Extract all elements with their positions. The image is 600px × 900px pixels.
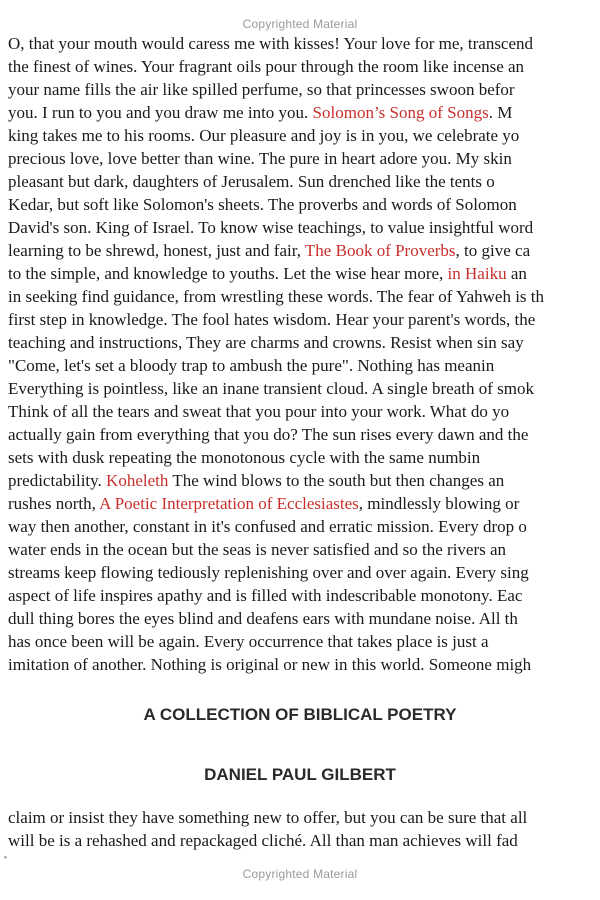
poem-line — [8, 607, 600, 630]
poem-text: . M — [488, 103, 513, 122]
poem-text: in seeking find guidance, from wrestling these words. The fear of Yahweh is th — [8, 287, 545, 306]
poem-text: will be is a rehashed and repackaged cliché. All than man achieves will fad — [8, 831, 518, 850]
poem-text-lower — [8, 806, 600, 852]
poem-line — [8, 377, 600, 400]
copyright-watermark-bottom: Copyrighted Material — [242, 867, 358, 881]
poem-text: David's son. King of Israel. To know wise teachings, to value insightful word — [8, 218, 534, 237]
poem-text: to the simple, and knowledge to youths. Let the wise hear more, — [8, 264, 448, 283]
poem-text: teaching and instructions, They are charms and crowns. Resist when sin say — [8, 333, 524, 352]
poem-text: predictability. — [8, 471, 107, 490]
poem-text: Kedar, but soft like Solomon's sheets. The proverbs and words of Solomon — [8, 195, 517, 214]
poem-text: your name fills the air like spilled perfume, so that princesses swoon befor — [8, 80, 515, 99]
poem-text: "Come, let's set a bloody trap to ambush the pure". Nothing has meanin — [8, 356, 495, 375]
poem-text: claim or insist they have something new to offer, but you can be sure that all — [8, 808, 528, 827]
poem-text: actually gain from everything that you do? The sun rises every dawn and the — [8, 425, 529, 444]
poem-text: streams keep flowing tediously replenishing over and over again. Every sing — [8, 563, 529, 582]
poem-text: water ends in the ocean but the seas is never satisfied and so the rivers an — [8, 540, 507, 559]
poem-line — [8, 515, 600, 538]
highlighted-book-title: Koheleth — [106, 471, 169, 490]
poem-line — [8, 561, 600, 584]
poem-line — [8, 262, 600, 285]
poem-line — [8, 239, 600, 262]
poem-line — [8, 308, 600, 331]
poem-line — [8, 32, 600, 55]
poem-line — [8, 469, 600, 492]
poem-text: dull thing bores the eyes blind and deafens ears with mundane noise. All th — [8, 609, 518, 628]
poem-text: sets with dusk repeating the monotonous cycle with the same numbin — [8, 448, 481, 467]
poem-line — [8, 423, 600, 446]
poem-text: imitation of another. Nothing is original or new in this world. Someone migh — [8, 655, 532, 674]
poem-text: Think of all the tears and sweat that you pour into your work. What do yo — [8, 402, 510, 421]
poem-line — [8, 101, 600, 124]
poem-line — [8, 354, 600, 377]
poem-text: , to give ca — [455, 241, 531, 260]
poem-text: O, that your mouth would caress me with kisses! Your love for me, transcend — [8, 34, 534, 53]
poem-text: first step in knowledge. The fool hates wisdom. Hear your parent's words, the — [8, 310, 536, 329]
poem-line — [8, 170, 600, 193]
poem-text: rushes north, — [8, 494, 100, 513]
poem-line — [8, 55, 600, 78]
poem-line — [8, 829, 600, 852]
poem-text: precious love, love better than wine. The pure in heart adore you. My skin — [8, 149, 512, 168]
poem-line — [8, 78, 600, 101]
poem-text: an — [506, 264, 527, 283]
poem-line — [8, 584, 600, 607]
poem-line — [8, 806, 600, 829]
poem-line — [8, 400, 600, 423]
poem-line — [8, 492, 600, 515]
highlighted-book-title: Solomon’s Song of Songs — [312, 103, 489, 122]
poem-line — [8, 331, 600, 354]
book-title: A COLLECTION OF BIBLICAL POETRY — [143, 705, 457, 724]
poem-line — [8, 147, 600, 170]
poem-text: Everything is pointless, like an inane transient cloud. A single breath of smok — [8, 379, 534, 398]
poem-line — [8, 285, 600, 308]
poem-line — [8, 653, 600, 676]
poem-line — [8, 446, 600, 469]
highlighted-book-title: in Haiku — [447, 264, 507, 283]
poem-text: king takes me to his rooms. Our pleasure and joy is in you, we celebrate yo — [8, 126, 520, 145]
poem-text: , mindlessly blowing or — [358, 494, 520, 513]
poem-text: learning to be shrewd, honest, just and fair, — [8, 241, 305, 260]
copyright-watermark-top: Copyrighted Material — [242, 17, 358, 31]
poem-text: the finest of wines. Your fragrant oils pour through the room like incense an — [8, 57, 525, 76]
poem-text: The wind blows to the south but then changes an — [168, 471, 505, 490]
author-name: DANIEL PAUL GILBERT — [204, 765, 396, 784]
poem-text: aspect of life inspires apathy and is filled with indescribable monotony. Eac — [8, 586, 523, 605]
highlighted-book-title: The Book of Proverbs — [304, 241, 456, 260]
poem-text: pleasant but dark, daughters of Jerusalem. Sun drenched like the tents o — [8, 172, 495, 191]
poem-text: way then another, constant in it's confused and erratic mission. Every drop o — [8, 517, 527, 536]
poem-text: you. I run to you and you draw me into you. — [8, 103, 313, 122]
poem-text: has once been will be again. Every occurrence that takes place is just a — [8, 632, 489, 651]
highlighted-book-title: A Poetic Interpretation of Ecclesiastes — [99, 494, 359, 513]
page-mark: • — [4, 853, 7, 862]
poem-line — [8, 538, 600, 561]
poem-line — [8, 216, 600, 239]
poem-line — [8, 124, 600, 147]
poem-text-upper — [8, 32, 600, 676]
poem-line — [8, 193, 600, 216]
poem-line — [8, 630, 600, 653]
